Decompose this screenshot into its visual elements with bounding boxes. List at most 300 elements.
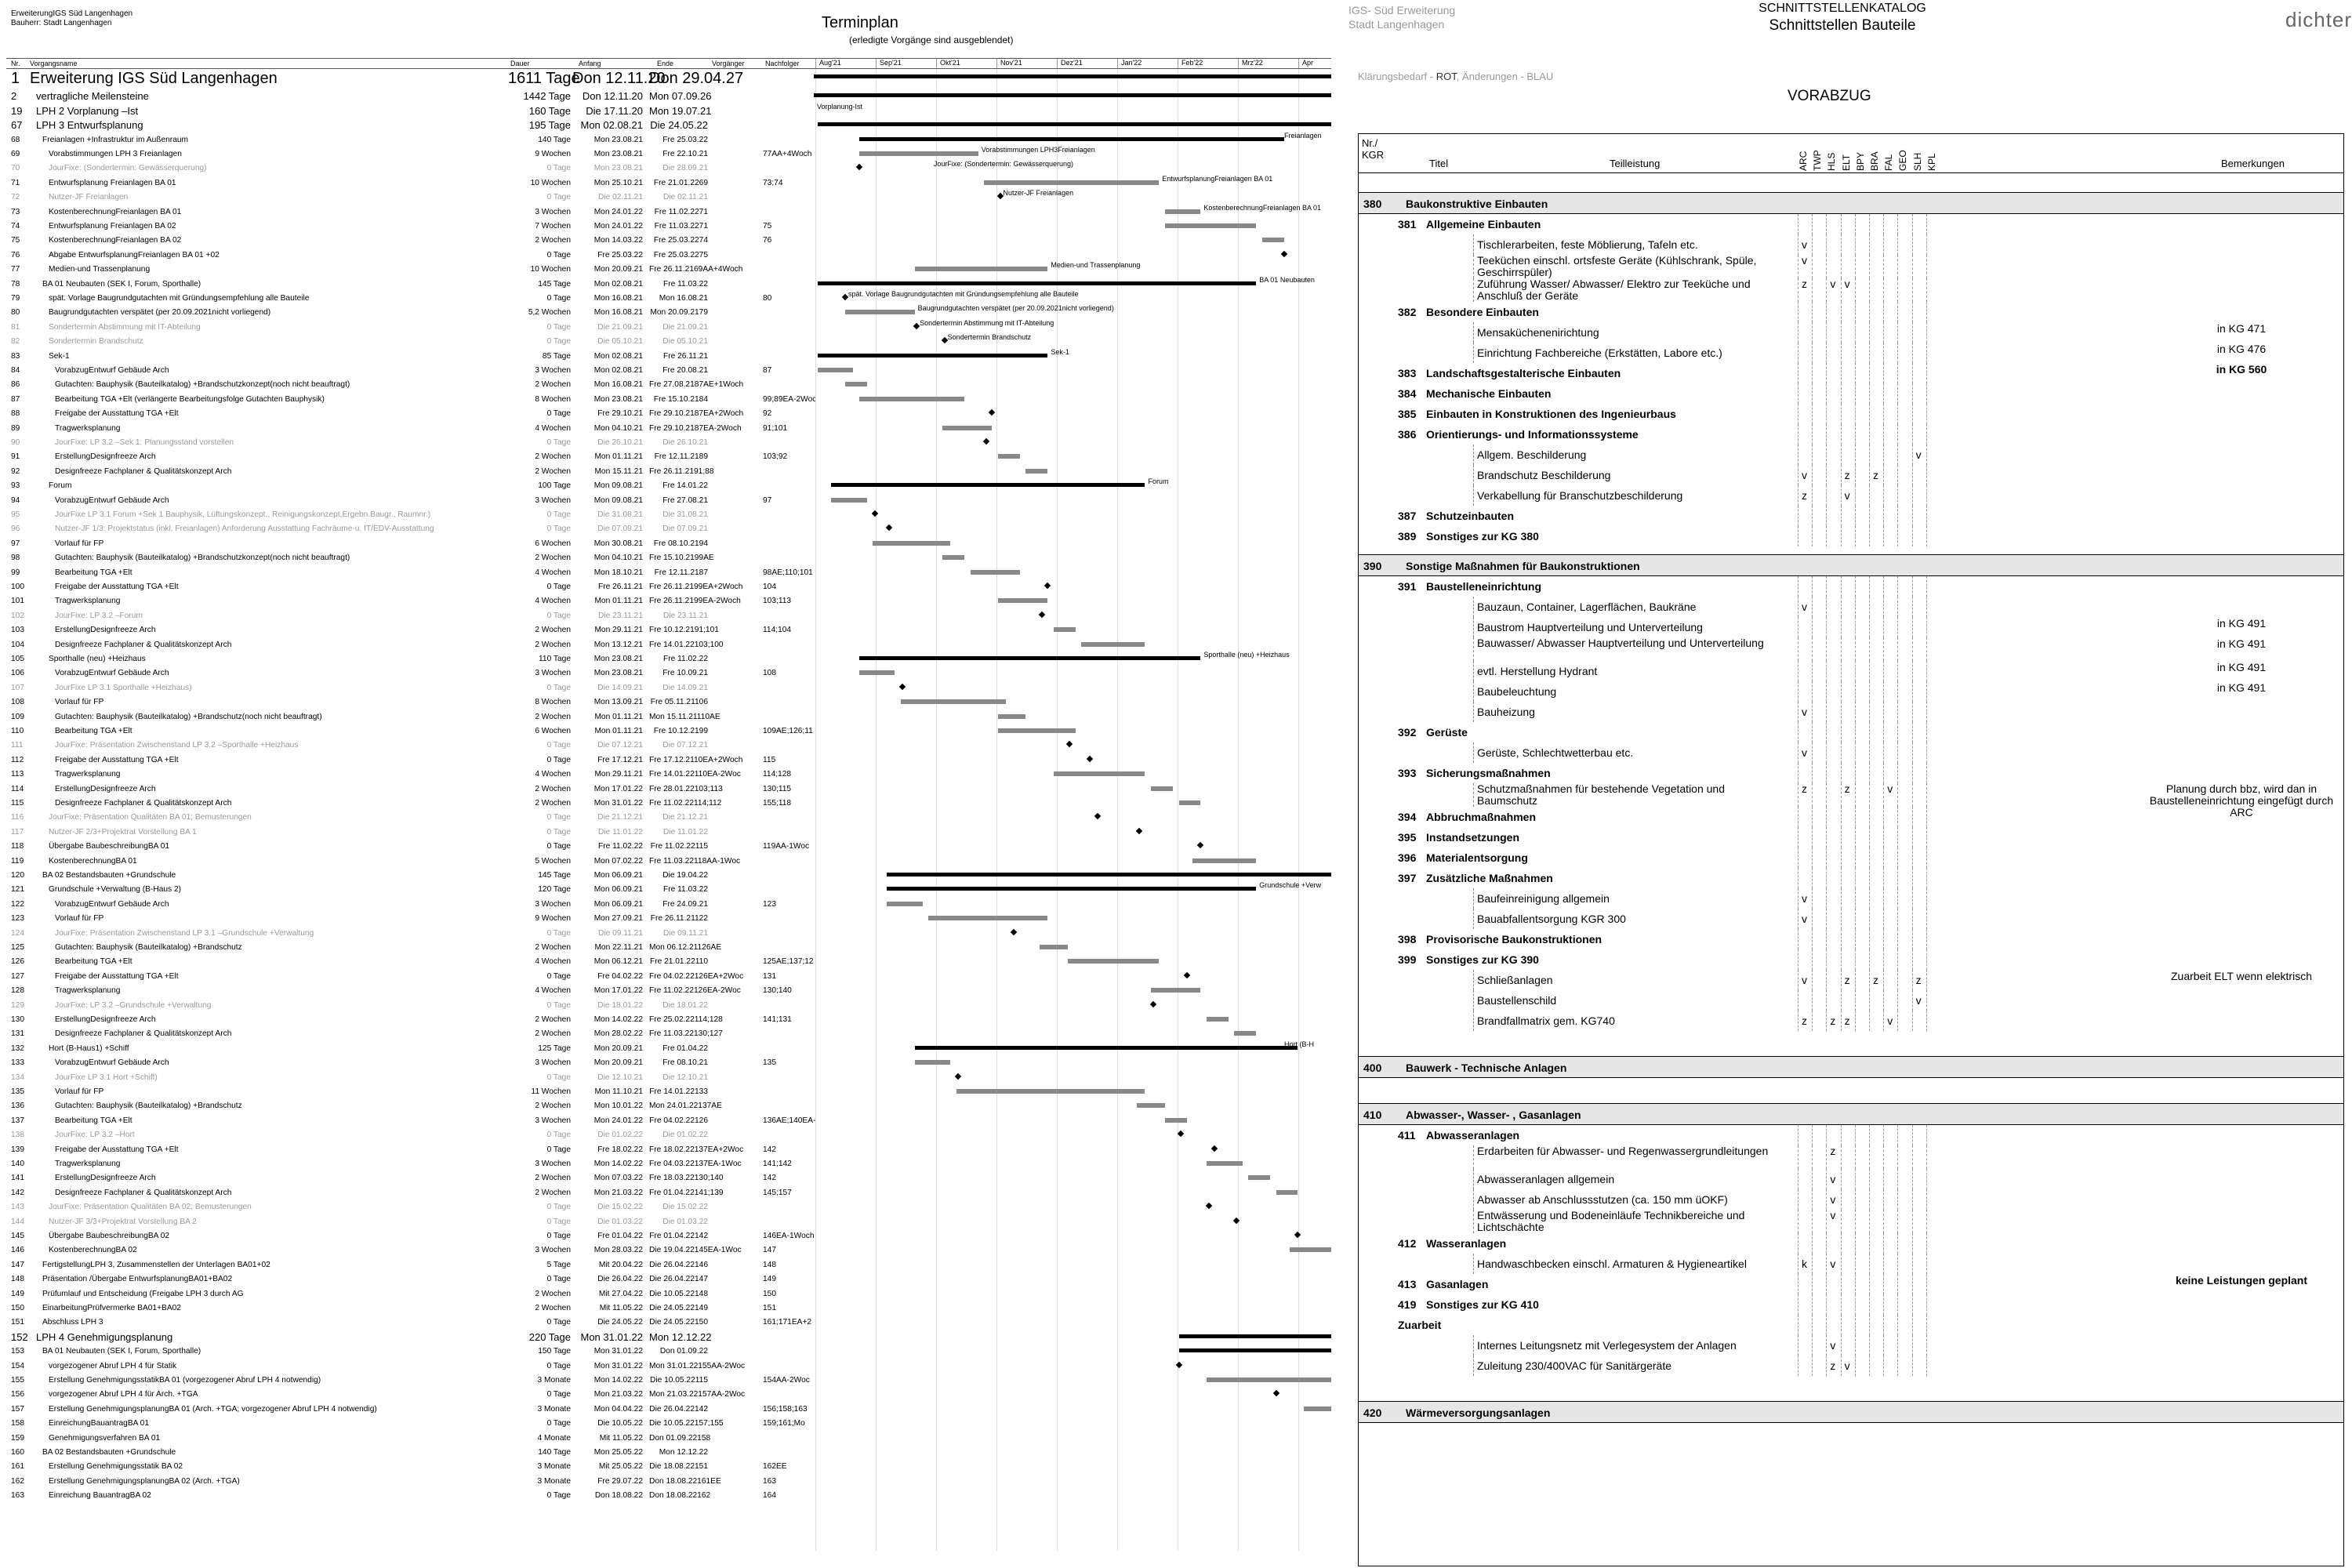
catalog-row-sub xyxy=(1359,1125,2343,1145)
gantt-cell-ende: Die 19.04.22 xyxy=(662,871,708,880)
gantt-cell-dauer: 0 Tage xyxy=(546,409,571,419)
catalog-row-sub xyxy=(1359,807,2343,827)
mark-fal xyxy=(1883,255,1896,278)
gantt-cell-ende: Die 24.05.22 xyxy=(650,119,708,132)
gantt-cell-anfang: Die 14.09.21 xyxy=(597,683,643,692)
gantt-row xyxy=(6,955,814,969)
catalog-sub-number: 413 xyxy=(1398,1278,1417,1290)
mark-slh xyxy=(1912,1011,1925,1031)
gantt-cell-dauer: 2 Wochen xyxy=(535,554,571,563)
mark-kpl xyxy=(1926,681,1939,702)
gantt-cell-dauer: 6 Wochen xyxy=(535,539,571,548)
gantt-row xyxy=(6,118,814,132)
gantt-row xyxy=(6,1475,814,1489)
gantt-cell-nachf: 162EE xyxy=(763,1462,787,1472)
mark-twp xyxy=(1812,637,1824,661)
mark-bra xyxy=(1869,214,1882,234)
gantt-cell-ende: Fre 29.10.2187EA+2Woch xyxy=(649,409,744,419)
mark-geo xyxy=(1897,888,1910,909)
mark-kpl xyxy=(1926,1169,1939,1189)
gantt-cell-nachf: 91;101 xyxy=(763,423,788,433)
catalog-item-text: Baustrom Hauptverteilung und Unterverteilung xyxy=(1473,617,1779,637)
gantt-cell-name: Einreichung BauantragBA 02 xyxy=(49,1491,151,1501)
milestone-marker xyxy=(955,1073,961,1079)
task-bar xyxy=(859,670,895,675)
gantt-cell-anfang: Die 07.09.21 xyxy=(597,524,643,534)
mark-slh xyxy=(1912,1189,1925,1210)
gantt-row xyxy=(6,162,814,176)
mark-arc xyxy=(1798,1274,1810,1294)
mark-kpl xyxy=(1926,343,1939,363)
mark-bra xyxy=(1869,1011,1882,1031)
gantt-cell-name: Genehmigungsverfahren BA 01 xyxy=(49,1433,161,1443)
mark-elt xyxy=(1841,1210,1853,1233)
mark-kpl xyxy=(1926,214,1939,234)
bar-label: Vorabstimmungen LPH3Freianlagen xyxy=(981,146,1095,154)
mark-twp xyxy=(1812,827,1824,848)
gantt-cell-dauer: 2 Wochen xyxy=(535,236,571,245)
gantt-row xyxy=(6,422,814,436)
gantt-row xyxy=(6,104,814,118)
gantt-cell-anfang: Mon 14.02.22 xyxy=(593,1160,643,1168)
gantt-row xyxy=(6,580,814,594)
gantt-cell-nr: 162 xyxy=(11,1476,24,1486)
gantt-cell-dauer: 0 Tage xyxy=(546,322,571,332)
gantt-cell-dauer: 6 Wochen xyxy=(535,727,571,735)
gantt-cell-nr: 114 xyxy=(11,784,24,793)
catalog-item-text: Entwässerung und Bodeneinläufe Technikbereiche und Lichtschächte xyxy=(1473,1210,1779,1233)
catalog-kg-title: Bauwerk - Technische Anlagen xyxy=(1406,1062,1567,1074)
catalog-remark: in KG 491 xyxy=(2216,637,2267,650)
mark-fal xyxy=(1883,404,1896,424)
catalog-item-text: evtl. Herstellung Hydrant xyxy=(1473,661,1779,681)
gantt-cell-nr: 149 xyxy=(11,1289,24,1298)
gantt-cell-ende: Fre 05.11.21106 xyxy=(650,698,708,707)
mark-arc xyxy=(1798,424,1810,445)
mark-elt xyxy=(1841,424,1853,445)
gantt-cell-name: Übergabe BaubeschreibungBA 02 xyxy=(49,1232,170,1240)
mark-twp xyxy=(1812,506,1824,526)
gantt-cell-nachf: 125AE;137;12 xyxy=(763,957,814,967)
mark-geo xyxy=(1897,465,1910,485)
catalog-row-item xyxy=(1359,1254,2343,1274)
mark-kpl xyxy=(1926,597,1939,617)
gantt-cell-dauer: 0 Tage xyxy=(546,1390,571,1399)
gantt-cell-ende: Fre 21.01.22110 xyxy=(649,957,708,967)
task-bar xyxy=(1207,1161,1243,1166)
gantt-cell-nr: 159 xyxy=(11,1433,24,1443)
mark-geo xyxy=(1897,506,1910,526)
gantt-cell-ende: Fre 11.02.22115 xyxy=(650,842,708,851)
mark-kpl xyxy=(1926,661,1939,681)
gantt-cell-dauer: 0 Tage xyxy=(546,827,571,837)
mark-slh xyxy=(1912,278,1925,302)
mark-hls xyxy=(1826,970,1838,990)
gantt-cell-nachf: 141;142 xyxy=(763,1160,792,1168)
gantt-cell-dauer: 3 Wochen xyxy=(535,1246,571,1255)
gantt-row xyxy=(6,638,814,652)
gantt-cell-name: Sporthalle (neu) +Heizhaus xyxy=(49,655,146,663)
gantt-cell-name: Nutzer-JF 3/3+Projektrat Vorstellung BA 2 xyxy=(49,1217,197,1226)
gantt-cell-name: Erweiterung IGS Süd Langenhagen xyxy=(30,70,278,87)
catalog-sub-number: 391 xyxy=(1398,580,1417,593)
gantt-cell-dauer: 8 Wochen xyxy=(535,698,571,707)
gantt-cell-anfang: Mon 07.02.22 xyxy=(593,856,643,866)
catalog-row-sec xyxy=(1359,1103,2343,1125)
gantt-cell-nr: 122 xyxy=(11,899,24,909)
gantt-cell-ende: Fre 11.02.22 xyxy=(662,655,708,663)
mark-geo xyxy=(1897,1011,1910,1031)
gantt-row xyxy=(6,551,814,565)
gantt-cell-ende: Fre 24.09.21 xyxy=(662,899,708,909)
gantt-cell-anfang: Mon 31.01.22 xyxy=(593,1347,643,1356)
gantt-cell-nr: 106 xyxy=(11,669,24,678)
gantt-cell-name: Freianlagen +Infrastruktur im Außenraum xyxy=(42,135,189,144)
mark-elt xyxy=(1841,949,1853,970)
gantt-cell-ende: Fre 01.04.22 xyxy=(662,1044,708,1053)
gantt-cell-nr: 108 xyxy=(11,698,24,707)
gantt-cell-nachf: 156;158;163 xyxy=(763,1404,808,1414)
gantt-cell-ende: Fre 12.11.2189 xyxy=(654,452,708,462)
gantt-row xyxy=(6,407,814,421)
bar-label: Medien-und Trassenplanung xyxy=(1051,261,1141,270)
gantt-cell-dauer: 0 Tage xyxy=(546,524,571,534)
catalog-kg-title: Abwasser-, Wasser- , Gasanlagen xyxy=(1406,1109,1581,1121)
mark-hls: z xyxy=(1826,1145,1838,1169)
mark-slh xyxy=(1912,1356,1925,1376)
task-bar xyxy=(1192,858,1256,863)
milestone-marker xyxy=(1044,583,1051,589)
gantt-cell-anfang: Mon 04.10.21 xyxy=(593,554,643,563)
mark-slh xyxy=(1912,1274,1925,1294)
gantt-cell-ende: Die 09.11.21 xyxy=(662,928,708,938)
gantt-cell-nr: 71 xyxy=(11,178,20,187)
mark-bra xyxy=(1869,1233,1882,1254)
mark-kpl xyxy=(1926,1210,1939,1233)
milestone-marker xyxy=(1066,741,1073,747)
gantt-cell-name: JourFixe: Präsentation Zwischenstand LP 3.1 –Grundschule +Verwaltung xyxy=(55,928,314,938)
gantt-cell-nr: 92 xyxy=(11,466,20,476)
gantt-row xyxy=(6,666,814,681)
gantt-cell-name: Bearbeitung TGA +Elt xyxy=(55,957,132,967)
gantt-cell-nr: 135 xyxy=(11,1087,24,1096)
task-bar xyxy=(1165,1118,1187,1123)
gantt-cell-anfang: Mon 02.08.21 xyxy=(593,279,643,289)
mark-elt xyxy=(1841,1315,1853,1335)
mark-kpl xyxy=(1926,990,1939,1011)
gantt-cell-nr: 163 xyxy=(11,1491,24,1501)
mark-bpy xyxy=(1855,929,1867,949)
discipline-hls: HLS xyxy=(1826,152,1838,171)
mark-hls: v xyxy=(1826,1335,1838,1356)
mark-bra xyxy=(1869,637,1882,661)
col-name: Vorgangsname xyxy=(30,60,78,67)
gantt-cell-dauer: 2 Wochen xyxy=(535,1015,571,1024)
catalog-item-text: Allgem. Beschilderung xyxy=(1473,445,1779,465)
gantt-cell-dauer: 0 Tage xyxy=(546,1275,571,1284)
gantt-cell-ende: Die 31.08.21 xyxy=(662,510,708,519)
milestone-marker xyxy=(1136,828,1142,834)
mark-fal xyxy=(1883,597,1896,617)
gantt-row xyxy=(6,1272,814,1287)
mark-hls xyxy=(1826,343,1838,363)
gantt-cell-anfang: Die 01.02.22 xyxy=(597,1131,643,1140)
mark-slh xyxy=(1912,742,1925,763)
gantt-cell-anfang: Mon 28.02.22 xyxy=(593,1029,643,1039)
mark-geo xyxy=(1897,1254,1910,1274)
gantt-cell-ende: Fre 14.01.22133 xyxy=(649,1087,708,1096)
catalog-row-item xyxy=(1359,990,2343,1011)
gantt-cell-dauer: 3 Monate xyxy=(537,1462,571,1472)
mark-fal xyxy=(1883,343,1896,363)
catalog-row-item xyxy=(1359,485,2343,506)
mark-bpy xyxy=(1855,1254,1867,1274)
gantt-cell-name: Freigabe der Ausstattung TGA +Elt xyxy=(55,409,179,419)
mark-kpl xyxy=(1926,234,1939,255)
gantt-cell-dauer: 0 Tage xyxy=(546,1073,571,1082)
gantt-cell-ende: Fre 10.12.2199 xyxy=(653,727,708,735)
catalog-row-sec xyxy=(1359,192,2343,214)
mark-arc xyxy=(1798,363,1810,383)
gantt-row xyxy=(6,537,814,551)
gantt-cell-nachf: 97 xyxy=(763,495,772,505)
mark-kpl xyxy=(1926,1189,1939,1210)
mark-geo xyxy=(1897,827,1910,848)
mark-slh xyxy=(1912,722,1925,742)
gantt-cell-ende: Don 18.08.22162 xyxy=(649,1491,711,1501)
mark-fal xyxy=(1883,576,1896,597)
mark-bpy xyxy=(1855,742,1867,763)
gantt-cell-anfang: Don 18.08.22 xyxy=(594,1491,643,1501)
mark-twp xyxy=(1812,383,1824,404)
mark-geo xyxy=(1897,868,1910,888)
gantt-cell-name: Gutachten: Bauphysik (Bauteilkatalog) +Brandschutz xyxy=(55,1102,242,1111)
bar-label: BA 01 Neubauten xyxy=(1259,275,1315,284)
gantt-cell-ende: Fre 08.10.2194 xyxy=(653,539,708,548)
discipline-geo: GEO xyxy=(1897,150,1909,171)
gantt-cell-anfang: Mon 15.11.21 xyxy=(594,466,643,476)
mark-slh xyxy=(1912,506,1925,526)
catalog-row-sec xyxy=(1359,1401,2343,1423)
gantt-cell-dauer: 120 Tage xyxy=(538,885,571,895)
gantt-cell-nachf: 147 xyxy=(763,1246,776,1255)
bar-label: Freianlagen xyxy=(1284,131,1322,140)
mark-hls xyxy=(1826,465,1838,485)
gantt-cell-name: Bearbeitung TGA +Elt (verlängerte Bearbeitungsfolge Gutachten Bauphysik) xyxy=(55,394,325,404)
mark-kpl xyxy=(1926,302,1939,322)
mark-elt xyxy=(1841,1274,1853,1294)
mark-hls xyxy=(1826,1274,1838,1294)
mark-hls: z xyxy=(1826,1011,1838,1031)
mark-arc xyxy=(1798,1233,1810,1254)
catalog-sub-title: Sonstiges zur KG 380 xyxy=(1426,530,1539,543)
mark-geo xyxy=(1897,1315,1910,1335)
gantt-cell-anfang: Die 12.10.21 xyxy=(597,1073,643,1082)
mark-bra xyxy=(1869,909,1882,929)
gantt-cell-nr: 93 xyxy=(11,481,20,491)
mark-geo xyxy=(1897,949,1910,970)
bar-label: Forum xyxy=(1148,477,1169,486)
gantt-cell-name: JourFixe: LP 3.2 –Sek 1: Planungsstand vorstellen xyxy=(55,438,234,447)
mark-elt xyxy=(1841,617,1853,637)
gantt-cell-dauer: 145 Tage xyxy=(538,871,571,880)
gantt-cell-ende: Die 26.04.22147 xyxy=(649,1275,708,1284)
catalog-sub-title: Baustelleneinrichtung xyxy=(1426,580,1542,593)
gantt-row xyxy=(6,1143,814,1157)
gantt-cell-ende: Fre 25.03.22 xyxy=(662,135,708,144)
bar-label: Sondertermin Abstimmung mit IT-Abteilung xyxy=(920,318,1054,327)
mark-hls xyxy=(1826,424,1838,445)
mark-bpy xyxy=(1855,1210,1867,1233)
gantt-cell-ende: Die 12.10.21 xyxy=(662,1073,708,1082)
gantt-cell-nr: 2 xyxy=(11,90,17,103)
mark-elt xyxy=(1841,637,1853,661)
gantt-row xyxy=(6,840,814,854)
gantt-cell-name: BA 02 Bestandsbauten +Grundschule xyxy=(42,871,176,880)
gantt-cell-dauer: 0 Tage xyxy=(546,1232,571,1240)
mark-bpy xyxy=(1855,1169,1867,1189)
gantt-cell-anfang: Mit 11.05.22 xyxy=(599,1433,643,1443)
gantt-cell-name: Vorabstimmungen LPH 3 Freianlagen xyxy=(49,150,182,158)
mark-twp xyxy=(1812,681,1824,702)
catalog-row-sub xyxy=(1359,722,2343,742)
gantt-cell-ende: Fre 22.10.21 xyxy=(662,150,708,158)
task-bar xyxy=(859,397,964,401)
mark-bpy xyxy=(1855,343,1867,363)
col-dauer: Dauer xyxy=(510,60,530,67)
catalog-row-sec xyxy=(1359,554,2343,576)
mark-bra xyxy=(1869,383,1882,404)
gantt-cell-anfang: Mon 23.08.21 xyxy=(593,669,643,678)
mark-bpy xyxy=(1855,848,1867,868)
mark-arc xyxy=(1798,214,1810,234)
gantt-cell-dauer: 9 Wochen xyxy=(535,150,571,158)
mark-twp xyxy=(1812,990,1824,1011)
gantt-cell-name: VorabzugEntwurf Gebäude Arch xyxy=(55,1058,169,1068)
mark-bra xyxy=(1869,1189,1882,1210)
mark-arc xyxy=(1798,868,1810,888)
bar-label: Sek-1 xyxy=(1051,347,1069,356)
gantt-row xyxy=(6,1460,814,1474)
mark-bra xyxy=(1869,617,1882,637)
mark-kpl xyxy=(1926,1125,1939,1145)
summary-bar xyxy=(887,873,1331,877)
gantt-column-header xyxy=(6,58,1331,69)
catalog-item-text: Schließanlagen xyxy=(1473,970,1779,990)
gantt-cell-anfang: Die 23.11.21 xyxy=(597,611,643,620)
catalog-row-sub xyxy=(1359,763,2343,783)
mark-bpy xyxy=(1855,1274,1867,1294)
gantt-cell-nachf: 155;118 xyxy=(763,799,792,808)
mark-elt: v xyxy=(1841,485,1853,506)
mark-fal xyxy=(1883,278,1896,302)
gantt-cell-name: ErstellungDesignfreeze Arch xyxy=(55,1174,156,1183)
mark-fal xyxy=(1883,868,1896,888)
mark-geo xyxy=(1897,929,1910,949)
mark-slh xyxy=(1912,1125,1925,1145)
catalog-legend xyxy=(1358,71,1553,82)
mark-arc xyxy=(1798,1315,1810,1335)
gantt-cell-ende: Fre 26.11.2199EA-2Woch xyxy=(649,597,741,606)
mark-kpl xyxy=(1926,404,1939,424)
gantt-cell-nr: 112 xyxy=(11,755,24,764)
gantt-row xyxy=(6,508,814,522)
gantt-cell-ende: Die 10.05.22148 xyxy=(649,1289,708,1298)
col-ende: Ende xyxy=(657,60,674,67)
gantt-cell-nr: 73 xyxy=(11,207,20,216)
task-bar xyxy=(1165,223,1257,228)
gantt-cell-nr: 123 xyxy=(11,914,24,924)
mark-fal xyxy=(1883,617,1896,637)
gantt-cell-anfang: Mon 14.03.22 xyxy=(593,236,643,245)
mark-geo xyxy=(1897,234,1910,255)
gantt-cell-nachf: 131 xyxy=(763,971,776,981)
mark-twp xyxy=(1812,1315,1824,1335)
mark-twp xyxy=(1812,1356,1824,1376)
catalog-table xyxy=(1358,133,2344,1566)
gantt-cell-anfang: Fre 11.02.22 xyxy=(597,842,643,851)
gantt-cell-nr: 80 xyxy=(11,308,20,318)
gantt-cell-ende: Die 28.09.21 xyxy=(662,164,708,173)
legend-sep: , Änderungen - xyxy=(1456,71,1527,82)
task-bar xyxy=(1234,1031,1256,1036)
gantt-cell-dauer: 2 Wochen xyxy=(535,1304,571,1312)
gantt-row xyxy=(6,1359,814,1374)
catalog-row-item xyxy=(1359,445,2343,465)
mark-bra xyxy=(1869,1294,1882,1315)
gantt-cell-nr: 129 xyxy=(11,1000,24,1010)
gantt-cell-dauer: 2 Wochen xyxy=(535,640,571,649)
month-label: Aug'21 xyxy=(815,59,876,68)
mark-hls xyxy=(1826,234,1838,255)
gantt-cell-dauer: 0 Tage xyxy=(546,1000,571,1010)
gantt-cell-anfang: Mon 01.11.21 xyxy=(594,727,643,735)
gantt-row xyxy=(6,479,814,493)
gantt-row xyxy=(6,869,814,883)
gantt-cell-name: Medien-und Trassenplanung xyxy=(49,265,151,274)
gantt-row xyxy=(6,1316,814,1330)
gantt-cell-ende: Fre 11.03.22118AA-1Woc xyxy=(649,856,741,866)
gantt-row xyxy=(6,234,814,248)
gantt-cell-name: Grundschule +Verwaltung (B-Haus 2) xyxy=(49,885,182,895)
catalog-kg-title: Sonstige Maßnahmen für Baukonstruktionen xyxy=(1406,560,1640,572)
gantt-cell-dauer: 2 Wochen xyxy=(535,1289,571,1298)
head-bem: Bemerkungen xyxy=(2221,158,2285,169)
gantt-row xyxy=(6,912,814,926)
mark-elt xyxy=(1841,526,1853,546)
mark-bra xyxy=(1869,681,1882,702)
catalog-item-text: Brandschutz Beschilderung xyxy=(1473,465,1779,485)
mark-elt xyxy=(1841,763,1853,783)
catalog-row-sub xyxy=(1359,848,2343,868)
gantt-cell-ende: Don 18.08.22161EE xyxy=(649,1476,721,1486)
gantt-cell-nr: 131 xyxy=(11,1029,24,1039)
catalog-row-sub xyxy=(1359,424,2343,445)
catalog-item-text: Gerüste, Schlechtwetterbau etc. xyxy=(1473,742,1779,763)
mark-geo xyxy=(1897,1210,1910,1233)
gantt-cell-nr: 152 xyxy=(11,1330,28,1343)
task-bar xyxy=(1137,1103,1164,1108)
gantt-cell-nr: 148 xyxy=(11,1275,24,1284)
mark-twp xyxy=(1812,234,1824,255)
mark-geo xyxy=(1897,1294,1910,1315)
milestone-marker xyxy=(1183,972,1189,978)
gantt-cell-anfang: Mon 21.03.22 xyxy=(593,1390,643,1399)
mark-bpy xyxy=(1855,383,1867,404)
gantt-cell-anfang: Fre 01.04.22 xyxy=(597,1232,643,1240)
mark-arc: z xyxy=(1798,783,1810,807)
gantt-row xyxy=(6,1071,814,1085)
